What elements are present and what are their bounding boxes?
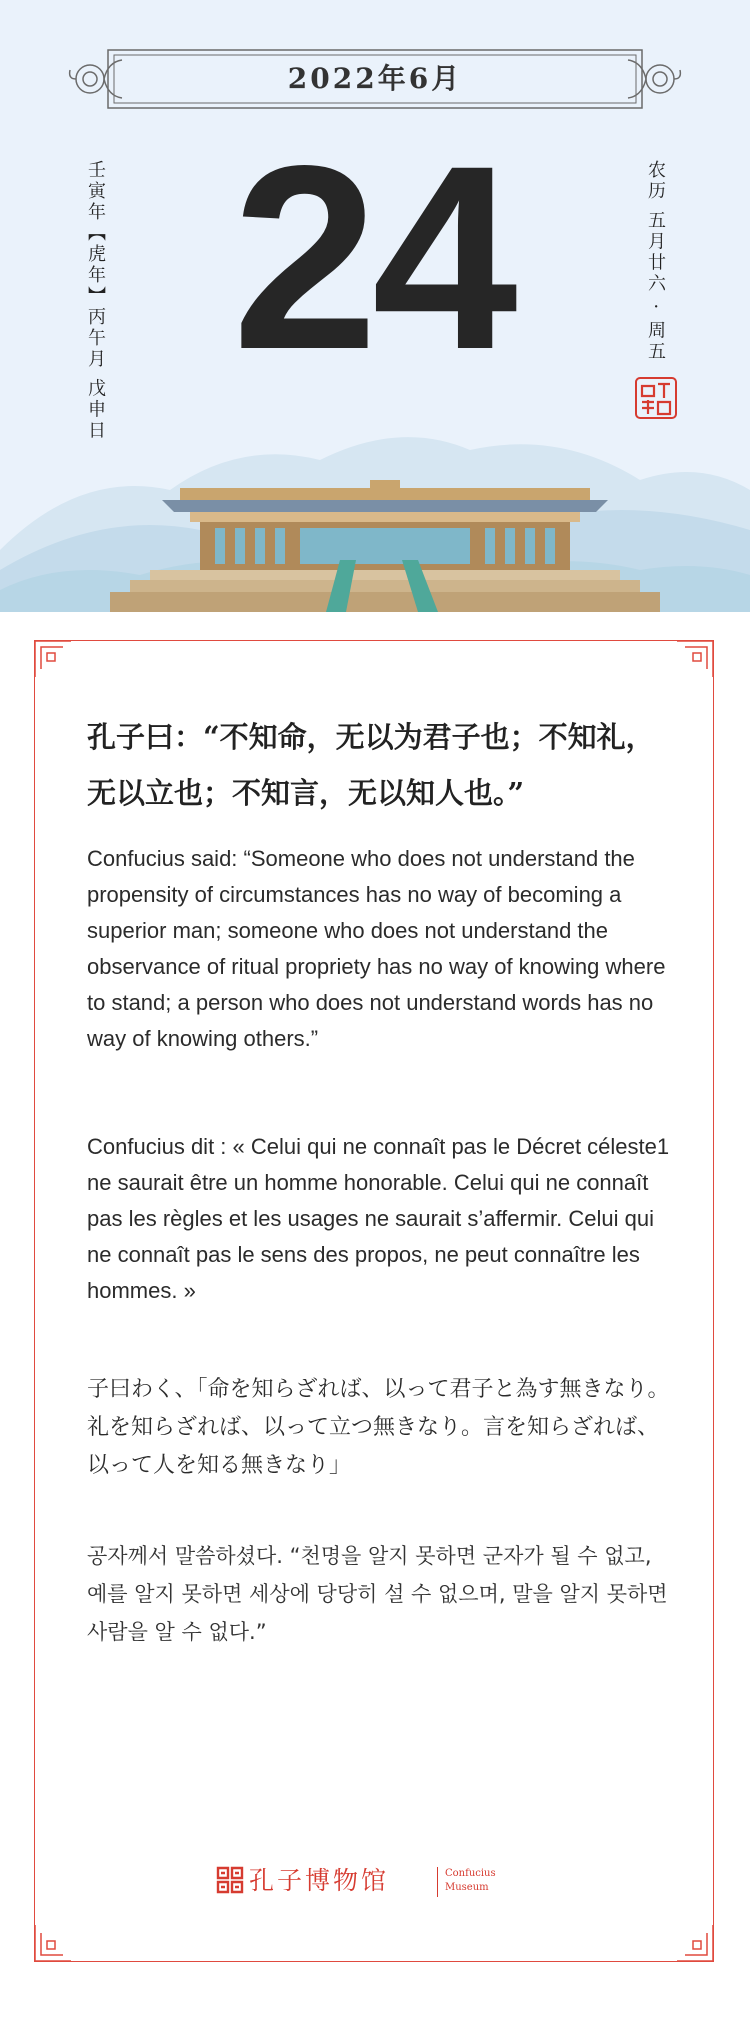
corner-ornament <box>675 639 715 679</box>
day-number: 24 <box>232 111 512 404</box>
confucius-museum-logo <box>215 1863 535 1903</box>
corner-ornament <box>33 639 73 679</box>
quote-korean: 공자께서 말씀하셨다. “천명을 알지 못하면 군자가 될 수 없고, 예를 알지 못하면 세상에 당당히 설 수 없으며, 말을 알지 못하면 사람을 알 수 없다.” <box>87 1544 668 1644</box>
museum-name-english-line2: Museum <box>445 1882 489 1893</box>
logo-divider <box>437 1867 438 1897</box>
corner-ornament <box>33 1923 73 1963</box>
museum-name-chinese: 孔子博物馆 <box>249 1866 390 1895</box>
calendar-header <box>0 0 750 612</box>
museum-name-english <box>445 1867 496 1895</box>
quote-french: Confucius dit : « Celui qui ne connaît pas le Décret céleste1 ne saurait être un homme honorable. Celui qui ne connaît pas les règles et les usages ne saurait s’affermir. Celui qui ne connaît pas le sens des propos, ne peut connaître les hommes. » <box>87 1134 670 1303</box>
corner-ornament <box>675 1923 715 1963</box>
lunar-date: 农历 五月廿六 · 周五 <box>645 160 666 363</box>
quote-card <box>34 640 714 1962</box>
quote-english: Confucius said: “Someone who does not understand the propensity of circumstances has no way of becoming a superior man; someone who does not understand the observance of ritual propriety has no way of knowing where to stand; a person who does not understand words has no way of knowing others.” <box>87 846 666 1051</box>
ganzhi-date: 壬寅年【虎年】丙午月 戊申日 <box>85 160 106 442</box>
quote-chinese: 孔子曰：“不知命，无以为君子也；不知礼，无以立也；不知言，无以知人也。” <box>87 720 655 810</box>
museum-landscape-illustration <box>0 400 750 612</box>
month-title: 2022年6月 <box>287 62 463 95</box>
month-title-frame <box>68 42 682 116</box>
museum-emblem-icon <box>215 1865 245 1895</box>
museum-name-english-line1: Confucius <box>445 1868 496 1879</box>
quote-japanese: 子曰わく、「命を知らざれば、以って君子と為す無きなり。礼を知らざれば、以って立つ無きなり。言を知らざれば、以って人を知る無きなり」 <box>87 1377 670 1478</box>
